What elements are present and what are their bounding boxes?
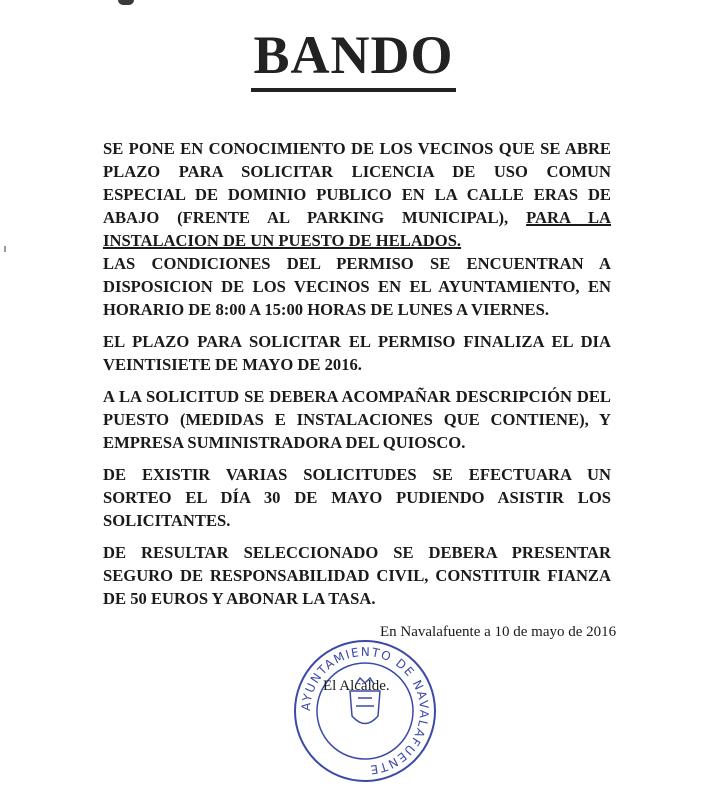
paragraph-requirements: A LA SOLICITUD SE DEBERA ACOMPAÑAR DESCRIPCIÓN DEL PUESTO (MEDIDAS E INSTALACIONES QUE CONTIENE), Y EMPRESA SUMINISTRADORA DEL QUIOSCO. (103, 387, 611, 452)
document-title (0, 22, 707, 92)
place-date: En Navalafuente a 10 de mayo de 2016 (380, 624, 617, 640)
paragraph-insurance: DE RESULTAR SELECCIONADO SE DEBERA PRESENTAR SEGURO DE RESPONSABILIDAD CIVIL, CONSTITUIR FIANZA DE 50 EUROS Y ABONAR LA TASA. (103, 543, 611, 608)
paragraph-conditions: LAS CONDICIONES DEL PERMISO SE ENCUENTRAN A DISPOSICION DE LOS VECINOS EN EL AYUNTAMIENTO, EN HORARIO DE 8:00 A 15:00 HORAS DE LUNES A VIERNES. (103, 254, 611, 319)
paragraph-announcement (103, 137, 611, 252)
paragraph-draw: DE EXISTIR VARIAS SOLICITUDES SE EFECTUARA UN SORTEO EL DÍA 30 DE MAYO PUDIENDO ASISTIR LOS SOLICITANTES. (103, 465, 611, 530)
municipal-seal (290, 636, 440, 786)
signature-label: El Alcalde. (323, 678, 390, 694)
top-edge-mark (118, 0, 134, 5)
paragraph-deadline: EL PLAZO PARA SOLICITAR EL PERMISO FINALIZA EL DIA VEINTISIETE DE MAYO DE 2016. (103, 332, 611, 374)
announcement-underlined-text: PARA LA INSTALACION DE UN PUESTO DE HELADOS. (103, 208, 612, 250)
title-text: BANDO (251, 22, 455, 92)
left-edge-speck (4, 246, 6, 252)
seal-text: AYUNTAMIENTO DE NAVALAFUENTE (298, 644, 432, 777)
seal-outer-ring (295, 641, 435, 781)
announcement-text: SE PONE EN CONOCIMIENTO DE LOS VECINOS QUE SE ABRE PLAZO PARA SOLICITAR LICENCIA DE USO COMUN ESPECIAL DE DOMINIO PUBLICO EN LA CALLE ERAS DE ABAJO (FRENTE AL PARKING MUNICIPAL), (103, 139, 611, 227)
